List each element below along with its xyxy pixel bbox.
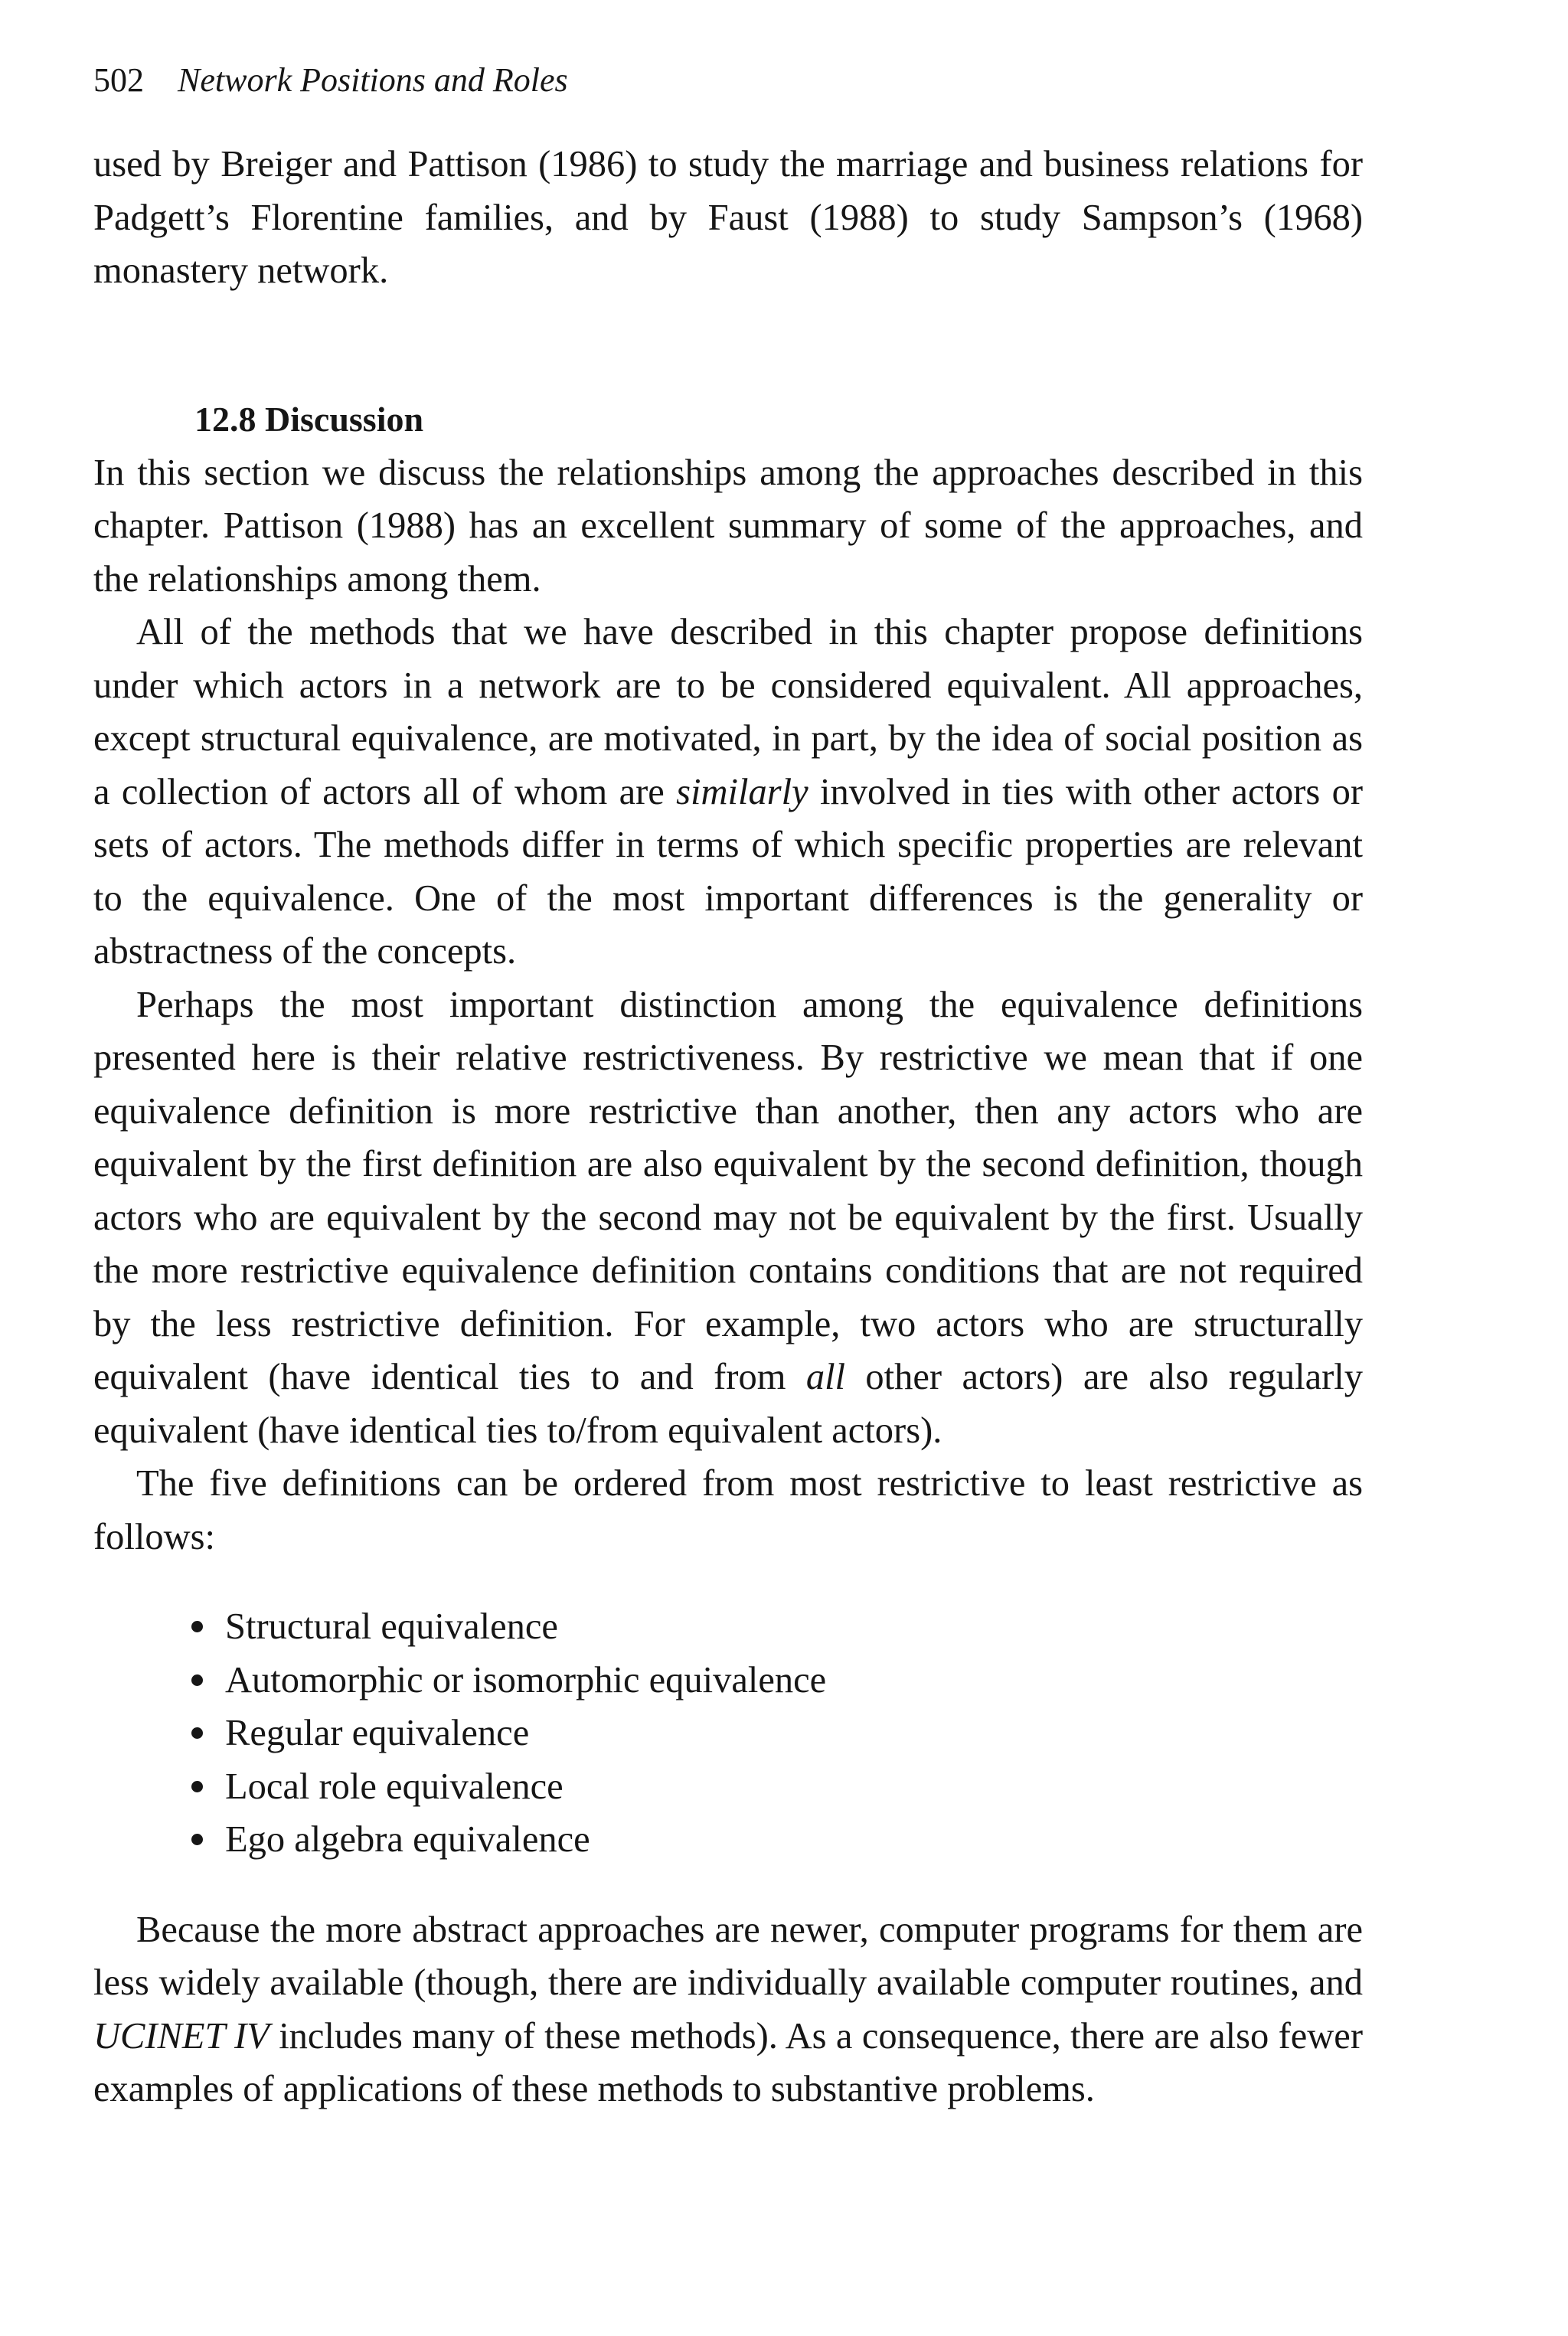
bullet-icon <box>191 1727 203 1739</box>
list-item <box>191 1600 1363 1654</box>
paragraph-methods-text-a: All of the methods that we have described in this chapter propose definitions under which actors in a network are to be considered equivalent. All approaches, except structural equivalence, are motivated, in part, by the idea of social position as a collection of actors all of whom are <box>93 612 1363 812</box>
book-page <box>93 54 1363 2116</box>
bullet-icon <box>191 1781 203 1792</box>
equivalence-list <box>93 1600 1363 1867</box>
list-item <box>191 1760 1363 1814</box>
emphasis-all: all <box>805 1357 846 1397</box>
paragraph-restrictiveness-text-b: other actors) are also regularly equivalent (have identical ties to/from equivalent actors). <box>93 1357 1363 1451</box>
list-item <box>191 1707 1363 1760</box>
running-head <box>93 54 1363 107</box>
list-item-label: Automorphic or isomorphic equivalence <box>225 1659 827 1701</box>
list-item <box>191 1654 1363 1707</box>
bullet-icon <box>191 1621 203 1632</box>
paragraph-restrictiveness-text-a: Perhaps the most important distinction among the equivalence definitions presented here is their relative restrictiveness. By restrictive we mean that if one equivalence definition is more restrictive than another, then any actors who are equivalent by the first definition are also equivalent by the second definition, though actors who are equivalent by the second may not be equivalent by the first. Usually the more restrictive equivalence definition contains conditions that are not required by the less restrictive definition. For example, two actors who are structurally equivalent (have identical ties to and from <box>93 984 1363 1397</box>
list-item <box>191 1813 1363 1867</box>
paragraph-methods <box>93 606 1363 979</box>
list-item-label: Local role equivalence <box>225 1766 564 1807</box>
page-number: 502 <box>93 61 144 99</box>
list-item-label: Structural equivalence <box>225 1606 558 1647</box>
section-heading: 12.8 Discussion <box>194 399 424 439</box>
paragraph-methods-text-b: involved in ties with other actors or sets of actors. The methods differ in terms of which specific properties are relevant to the equivalence. One of the most important differences is the generality or abstractness of the concepts. <box>93 771 1363 972</box>
paragraph-software-text-a: Because the more abstract approaches are newer, computer programs for them are less widely available (though, there are individually available computer routines, and <box>93 1909 1363 2003</box>
emphasis-ucinet: UCINET IV <box>93 2015 270 2057</box>
bullet-icon <box>191 1674 203 1686</box>
emphasis-similarly: similarly <box>676 771 808 812</box>
paragraph-ordering: The five definitions can be ordered from most restrictive to least restrictive as follows: <box>93 1463 1363 1557</box>
bullet-icon <box>191 1834 203 1845</box>
paragraph-restrictiveness <box>93 979 1363 1458</box>
paragraph-continued: used by Breiger and Pattison (1986) to study the marriage and business relations for Padgett’s Florentine families, and by Faust (1988) to study Sampson’s (1968) monastery network. <box>93 144 1363 291</box>
list-item-label: Ego algebra equivalence <box>225 1819 590 1860</box>
paragraph-intro: In this section we discuss the relationships among the approaches described in this chapter. Pattison (1988) has an excellent summary of some of the approaches, and the relationships among them. <box>93 452 1363 600</box>
running-head-title: Network Positions and Roles <box>178 61 568 99</box>
body-text <box>93 138 1363 2116</box>
paragraph-software-text-b: includes many of these methods). As a consequence, there are also fewer examples of applications of these methods to substantive problems. <box>93 2015 1363 2109</box>
paragraph-software <box>93 1903 1363 2116</box>
list-item-label: Regular equivalence <box>225 1713 530 1753</box>
